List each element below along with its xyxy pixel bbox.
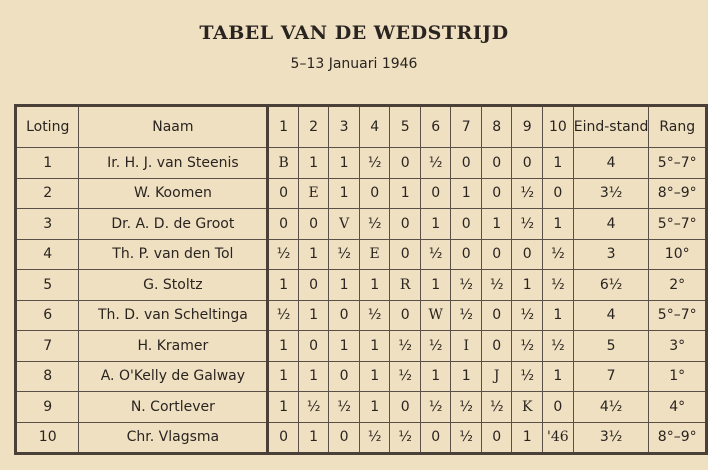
score-cell: 0 xyxy=(268,422,299,454)
score-cell: 1 xyxy=(359,331,390,362)
naam-cell: W. Koomen xyxy=(79,178,268,209)
naam-cell: G. Stoltz xyxy=(79,270,268,301)
loting-cell: 7 xyxy=(16,331,79,362)
score-cell: 0 xyxy=(481,300,512,331)
score-cell: ½ xyxy=(512,178,543,209)
header-loting: Loting xyxy=(16,106,79,148)
header-round: 10 xyxy=(543,106,574,148)
score-cell: ½ xyxy=(329,392,360,423)
eindstand-cell: 4 xyxy=(573,300,649,331)
score-cell: 0 xyxy=(390,239,421,270)
header-round: 4 xyxy=(359,106,390,148)
score-cell: ½ xyxy=(298,392,329,423)
score-cell: ½ xyxy=(512,209,543,240)
table-row xyxy=(16,361,707,392)
header-eindstand: Eind-stand xyxy=(573,106,649,148)
score-cell: 1 xyxy=(359,361,390,392)
loting-cell: 3 xyxy=(16,209,79,240)
score-cell: 1 xyxy=(329,148,360,179)
score-cell: 1 xyxy=(420,361,451,392)
score-cell: 1 xyxy=(298,422,329,454)
naam-cell: Ir. H. J. van Steenis xyxy=(79,148,268,179)
rang-cell: 8°–9° xyxy=(649,178,707,209)
score-cell: 0 xyxy=(329,361,360,392)
table-row xyxy=(16,148,707,179)
score-cell: 1 xyxy=(543,148,574,179)
score-cell: 0 xyxy=(359,178,390,209)
eindstand-cell: 7 xyxy=(573,361,649,392)
score-cell: ½ xyxy=(390,361,421,392)
loting-cell: 8 xyxy=(16,361,79,392)
rang-cell: 1° xyxy=(649,361,707,392)
score-cell: ½ xyxy=(451,422,482,454)
score-cell: 1 xyxy=(298,361,329,392)
naam-cell: Dr. A. D. de Groot xyxy=(79,209,268,240)
score-cell: ½ xyxy=(451,270,482,301)
diagonal-cell: K xyxy=(512,392,543,423)
score-cell: ½ xyxy=(451,392,482,423)
score-cell: 1 xyxy=(268,361,299,392)
score-cell: 0 xyxy=(481,148,512,179)
score-cell: 1 xyxy=(298,239,329,270)
score-cell: 0 xyxy=(512,148,543,179)
naam-cell: H. Kramer xyxy=(79,331,268,362)
score-cell: ½ xyxy=(390,331,421,362)
rang-cell: 10° xyxy=(649,239,707,270)
score-cell: ½ xyxy=(420,392,451,423)
score-cell: 1 xyxy=(329,178,360,209)
diagonal-cell: B xyxy=(268,148,299,179)
score-cell: ½ xyxy=(481,270,512,301)
rang-cell: 4° xyxy=(649,392,707,423)
score-cell: 0 xyxy=(268,209,299,240)
score-cell: 0 xyxy=(329,300,360,331)
score-cell: 1 xyxy=(298,300,329,331)
loting-cell: 5 xyxy=(16,270,79,301)
loting-cell: 6 xyxy=(16,300,79,331)
score-cell: ½ xyxy=(512,300,543,331)
score-cell: 0 xyxy=(451,148,482,179)
score-cell: 0 xyxy=(543,178,574,209)
score-cell: ½ xyxy=(268,239,299,270)
rang-cell: 5°–7° xyxy=(649,209,707,240)
loting-cell: 4 xyxy=(16,239,79,270)
diagonal-cell: W xyxy=(420,300,451,331)
eindstand-cell: 4 xyxy=(573,148,649,179)
naam-cell: A. O'Kelly de Galway xyxy=(79,361,268,392)
score-cell: 1 xyxy=(512,422,543,454)
header-round: 2 xyxy=(298,106,329,148)
header-rang: Rang xyxy=(649,106,707,148)
score-cell: 0 xyxy=(329,422,360,454)
naam-cell: Th. D. van Scheltinga xyxy=(79,300,268,331)
score-cell: 1 xyxy=(420,209,451,240)
score-cell: 1 xyxy=(512,270,543,301)
header-round: 8 xyxy=(481,106,512,148)
score-cell: 1 xyxy=(543,361,574,392)
score-cell: ½ xyxy=(329,239,360,270)
table-row xyxy=(16,270,707,301)
diagonal-cell: J xyxy=(481,361,512,392)
score-cell: 1 xyxy=(359,392,390,423)
naam-cell: Chr. Vlagsma xyxy=(79,422,268,454)
table-row xyxy=(16,300,707,331)
score-cell: 1 xyxy=(451,361,482,392)
score-cell: 0 xyxy=(451,209,482,240)
eindstand-cell: 4 xyxy=(573,209,649,240)
score-cell: 0 xyxy=(298,331,329,362)
score-cell: 0 xyxy=(451,239,482,270)
score-cell: 1 xyxy=(268,392,299,423)
header-round: 9 xyxy=(512,106,543,148)
diagonal-cell: V xyxy=(329,209,360,240)
score-cell: 0 xyxy=(390,209,421,240)
score-cell: ½ xyxy=(359,209,390,240)
score-cell: 1 xyxy=(420,270,451,301)
score-cell: 1 xyxy=(390,178,421,209)
table-row xyxy=(16,239,707,270)
rang-cell: 3° xyxy=(649,331,707,362)
score-cell: 0 xyxy=(390,392,421,423)
header-round: 5 xyxy=(390,106,421,148)
naam-cell: Th. P. van den Tol xyxy=(79,239,268,270)
score-cell: 1 xyxy=(451,178,482,209)
eindstand-cell: 3 xyxy=(573,239,649,270)
score-cell: 0 xyxy=(543,392,574,423)
eindstand-cell: 5 xyxy=(573,331,649,362)
score-cell: 1 xyxy=(543,300,574,331)
score-cell: 0 xyxy=(420,178,451,209)
eindstand-cell: 3½ xyxy=(573,422,649,454)
score-cell: ½ xyxy=(420,331,451,362)
score-cell: ½ xyxy=(420,148,451,179)
loting-cell: 9 xyxy=(16,392,79,423)
score-cell: 1 xyxy=(268,270,299,301)
score-cell: 0 xyxy=(481,422,512,454)
score-cell: 0 xyxy=(481,239,512,270)
score-cell: 1 xyxy=(543,209,574,240)
score-cell: 0 xyxy=(481,331,512,362)
score-cell: ½ xyxy=(543,270,574,301)
diagonal-cell: E xyxy=(298,178,329,209)
score-cell: ½ xyxy=(451,300,482,331)
diagonal-cell: E xyxy=(359,239,390,270)
score-cell: 1 xyxy=(481,209,512,240)
score-cell: ½ xyxy=(420,239,451,270)
score-cell: 0 xyxy=(268,178,299,209)
header-round: 3 xyxy=(329,106,360,148)
score-cell: 0 xyxy=(420,422,451,454)
header-round: 6 xyxy=(420,106,451,148)
header-naam: Naam xyxy=(79,106,268,148)
naam-cell: N. Cortlever xyxy=(79,392,268,423)
page-subtitle: 5–13 Januari 1946 xyxy=(290,56,418,72)
score-cell: 0 xyxy=(390,300,421,331)
diagonal-cell: '46 xyxy=(543,422,574,454)
score-cell: 1 xyxy=(329,331,360,362)
score-cell: 0 xyxy=(298,209,329,240)
score-cell: ½ xyxy=(359,422,390,454)
results-table xyxy=(14,104,708,455)
table-row xyxy=(16,178,707,209)
score-cell: ½ xyxy=(512,331,543,362)
score-cell: 1 xyxy=(268,331,299,362)
table-row xyxy=(16,392,707,423)
header-row xyxy=(16,106,707,148)
score-cell: ½ xyxy=(512,361,543,392)
score-cell: ½ xyxy=(481,392,512,423)
eindstand-cell: 4½ xyxy=(573,392,649,423)
score-cell: 0 xyxy=(481,178,512,209)
score-cell: ½ xyxy=(543,239,574,270)
header-round: 7 xyxy=(451,106,482,148)
loting-cell: 10 xyxy=(16,422,79,454)
header-round: 1 xyxy=(268,106,299,148)
rang-cell: 5°–7° xyxy=(649,300,707,331)
score-cell: ½ xyxy=(390,422,421,454)
score-cell: 0 xyxy=(298,270,329,301)
score-cell: 0 xyxy=(512,239,543,270)
score-cell: 1 xyxy=(359,270,390,301)
table-row xyxy=(16,331,707,362)
rang-cell: 8°–9° xyxy=(649,422,707,454)
loting-cell: 2 xyxy=(16,178,79,209)
score-cell: ½ xyxy=(359,300,390,331)
diagonal-cell: I xyxy=(451,331,482,362)
score-cell: ½ xyxy=(543,331,574,362)
diagonal-cell: R xyxy=(390,270,421,301)
score-cell: 0 xyxy=(390,148,421,179)
score-cell: ½ xyxy=(359,148,390,179)
eindstand-cell: 6½ xyxy=(573,270,649,301)
loting-cell: 1 xyxy=(16,148,79,179)
rang-cell: 2° xyxy=(649,270,707,301)
table-row xyxy=(16,422,707,454)
table-row xyxy=(16,209,707,240)
page-title: TABEL VAN DE WEDSTRIJD xyxy=(199,22,509,44)
score-cell: 1 xyxy=(329,270,360,301)
rang-cell: 5°–7° xyxy=(649,148,707,179)
score-cell: 1 xyxy=(298,148,329,179)
score-cell: ½ xyxy=(268,300,299,331)
eindstand-cell: 3½ xyxy=(573,178,649,209)
